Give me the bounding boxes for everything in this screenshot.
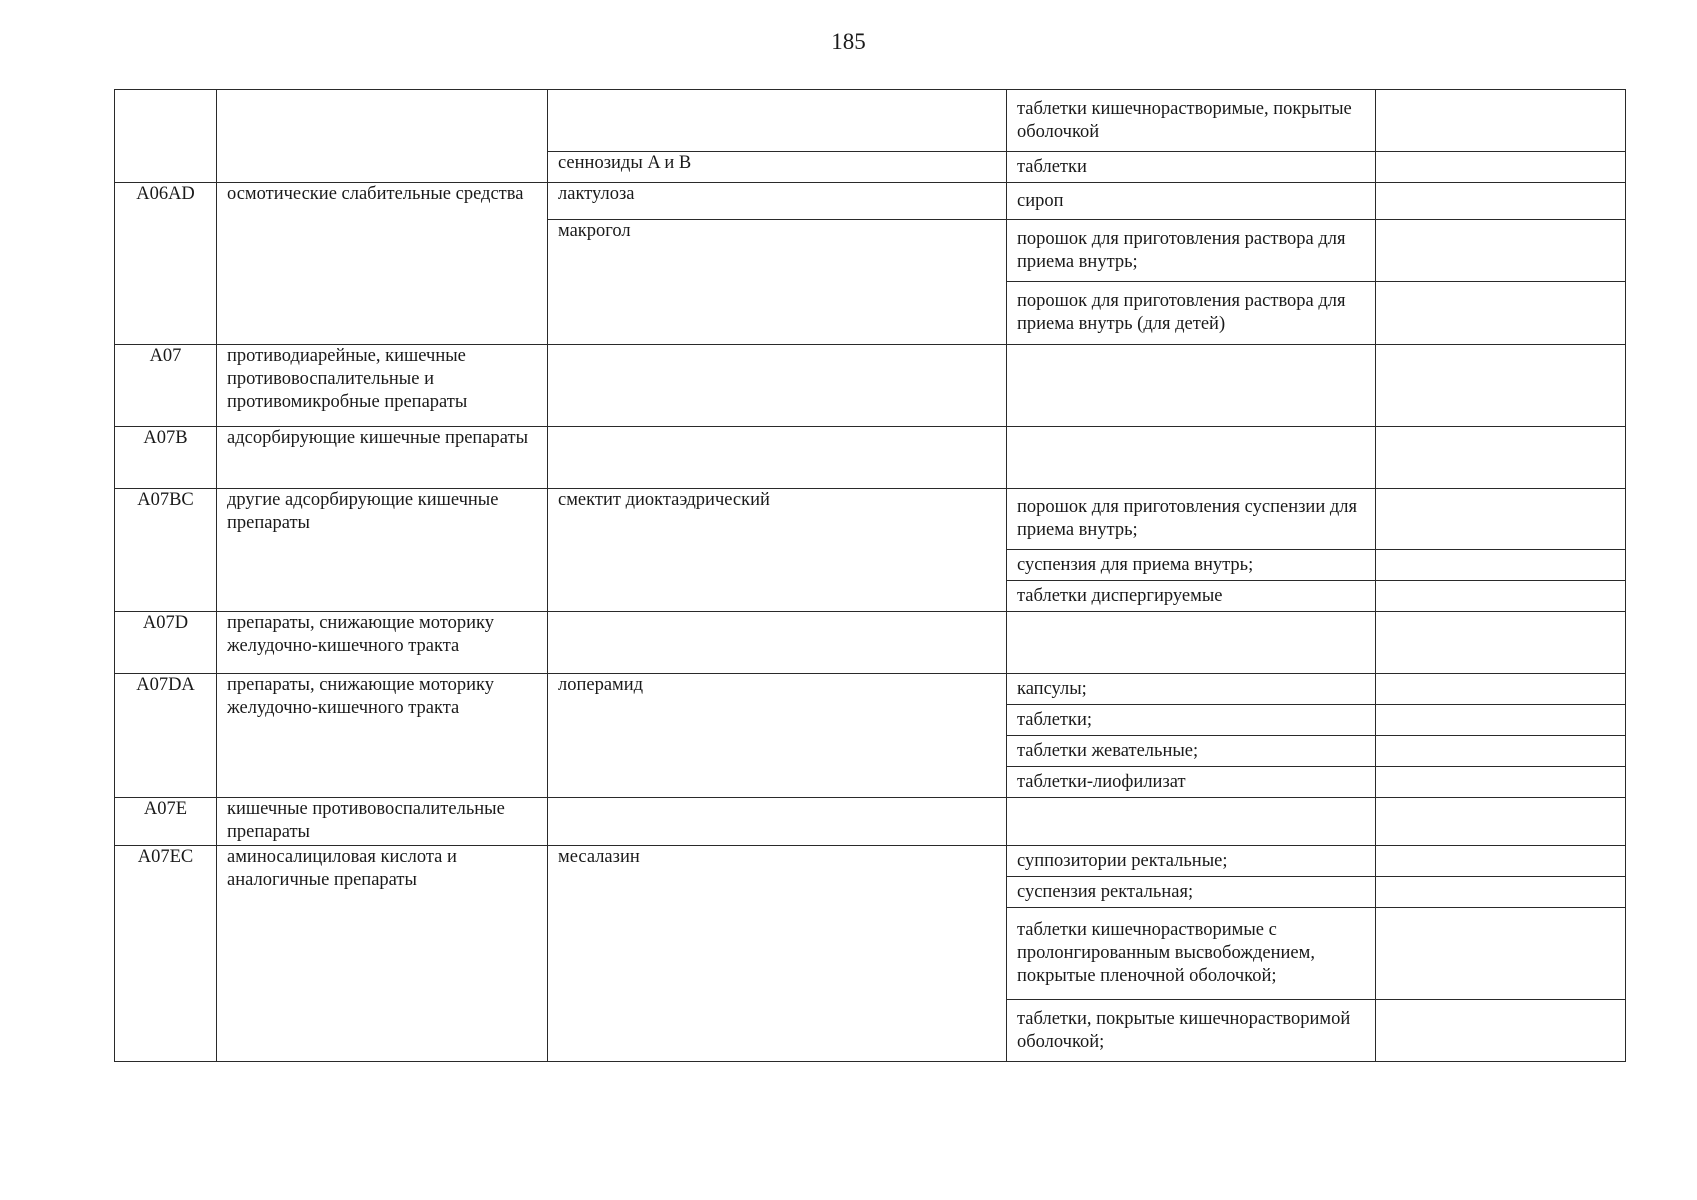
group-name-cell: аминосалициловая кислота и аналогичные препараты — [217, 846, 548, 1062]
dosage-form-text: суппозитории ректальные; — [1017, 850, 1228, 871]
substance-cell: месалазин — [548, 846, 1007, 1062]
dosage-form-cell — [1007, 908, 1376, 1000]
notes-cell — [1376, 427, 1626, 489]
notes-cell — [1376, 90, 1626, 152]
dosage-form-text: капсулы; — [1017, 678, 1087, 699]
table-row — [115, 90, 1626, 152]
table-row — [115, 489, 1626, 550]
group-name-cell: осмотические слабительные средства — [217, 183, 548, 345]
atc-code-cell: A06AD — [115, 183, 217, 345]
substance-cell — [548, 798, 1007, 846]
dosage-form-text: суспензия для приема внутрь; — [1017, 554, 1254, 575]
substance-cell: макрогол — [548, 220, 1007, 345]
dosage-form-text: порошок для приготовления раствора для приема внутрь; — [1017, 228, 1346, 272]
atc-code-cell — [115, 90, 217, 183]
page-number: 185 — [831, 29, 866, 54]
dosage-form-text: таблетки кишечнорастворимые, покрытые оболочкой — [1017, 98, 1352, 142]
atc-code-cell: A07DA — [115, 674, 217, 798]
atc-code-cell: A07EC — [115, 846, 217, 1062]
dosage-form-cell — [1007, 1000, 1376, 1062]
notes-cell — [1376, 152, 1626, 183]
dosage-form-text: сироп — [1017, 190, 1064, 211]
table-row — [115, 798, 1626, 846]
notes-cell — [1376, 345, 1626, 427]
table-row — [115, 612, 1626, 674]
substance-cell — [548, 90, 1007, 152]
notes-cell — [1376, 489, 1626, 550]
notes-cell — [1376, 183, 1626, 220]
notes-cell — [1376, 736, 1626, 767]
medication-table — [114, 89, 1626, 1062]
notes-cell — [1376, 282, 1626, 345]
dosage-form-cell — [1007, 152, 1376, 183]
dosage-form-text: таблетки-лиофилизат — [1017, 771, 1186, 792]
group-name-cell: препараты, снижающие моторику желудочно-кишечного тракта — [217, 674, 548, 798]
notes-cell — [1376, 767, 1626, 798]
notes-cell — [1376, 705, 1626, 736]
dosage-form-text: порошок для приготовления суспензии для приема внутрь; — [1017, 497, 1358, 540]
dosage-form-text: таблетки, покрытые кишечнорастворимой оболочкой; — [1017, 1008, 1351, 1052]
dosage-form-cell — [1007, 798, 1376, 846]
dosage-form-cell — [1007, 183, 1376, 220]
notes-cell — [1376, 674, 1626, 705]
dosage-form-text: таблетки — [1017, 156, 1087, 177]
substance-cell: лоперамид — [548, 674, 1007, 798]
substance-cell — [548, 427, 1007, 489]
dosage-form-text: порошок для приготовления раствора для приема внутрь (для детей) — [1017, 291, 1346, 334]
substance-cell: сеннозиды A и B — [548, 152, 1007, 183]
table-row — [115, 183, 1626, 220]
table-row — [115, 846, 1626, 877]
notes-cell — [1376, 550, 1626, 581]
notes-cell — [1376, 581, 1626, 612]
dosage-form-cell — [1007, 736, 1376, 767]
dosage-form-cell — [1007, 674, 1376, 705]
group-name-cell: кишечные противовоспалительные препараты — [217, 798, 548, 846]
dosage-form-cell — [1007, 612, 1376, 674]
atc-code-cell: A07BC — [115, 489, 217, 612]
substance-cell — [548, 345, 1007, 427]
dosage-form-cell — [1007, 282, 1376, 345]
notes-cell — [1376, 1000, 1626, 1062]
atc-code-cell: A07E — [115, 798, 217, 846]
atc-code-cell: A07 — [115, 345, 217, 427]
notes-cell — [1376, 877, 1626, 908]
table-row — [115, 427, 1626, 489]
group-name-cell: препараты, снижающие моторику желудочно-кишечного тракта — [217, 612, 548, 674]
substance-cell: лактулоза — [548, 183, 1007, 220]
dosage-form-cell — [1007, 581, 1376, 612]
dosage-form-cell — [1007, 767, 1376, 798]
dosage-form-text: суспензия ректальная; — [1017, 881, 1194, 902]
dosage-form-cell — [1007, 705, 1376, 736]
notes-cell — [1376, 220, 1626, 282]
atc-code-cell: A07D — [115, 612, 217, 674]
group-name-cell: адсорбирующие кишечные препараты — [217, 427, 548, 489]
dosage-form-cell — [1007, 345, 1376, 427]
dosage-form-cell — [1007, 90, 1376, 152]
table-row — [115, 345, 1626, 427]
substance-cell — [548, 612, 1007, 674]
substance-cell: смектит диоктаэдрический — [548, 489, 1007, 612]
group-name-cell: противодиарейные, кишечные противовоспалительные и противомикробные препараты — [217, 345, 548, 427]
group-name-cell: другие адсорбирующие кишечные препараты — [217, 489, 548, 612]
dosage-form-text: таблетки диспергируемые — [1017, 585, 1223, 606]
dosage-form-cell — [1007, 220, 1376, 282]
notes-cell — [1376, 612, 1626, 674]
notes-cell — [1376, 846, 1626, 877]
dosage-form-cell — [1007, 550, 1376, 581]
notes-cell — [1376, 798, 1626, 846]
dosage-form-text: таблетки жевательные; — [1017, 740, 1199, 761]
dosage-form-cell — [1007, 489, 1376, 550]
atc-code-cell: A07B — [115, 427, 217, 489]
dosage-form-text: таблетки; — [1017, 709, 1093, 730]
dosage-form-cell — [1007, 846, 1376, 877]
group-name-cell — [217, 90, 548, 183]
dosage-form-cell — [1007, 877, 1376, 908]
notes-cell — [1376, 908, 1626, 1000]
dosage-form-text: таблетки кишечнорастворимые с пролонгированным высвобождением, покрытые пленочной оболочкой; — [1017, 920, 1315, 986]
dosage-form-cell — [1007, 427, 1376, 489]
table-row — [115, 674, 1626, 705]
